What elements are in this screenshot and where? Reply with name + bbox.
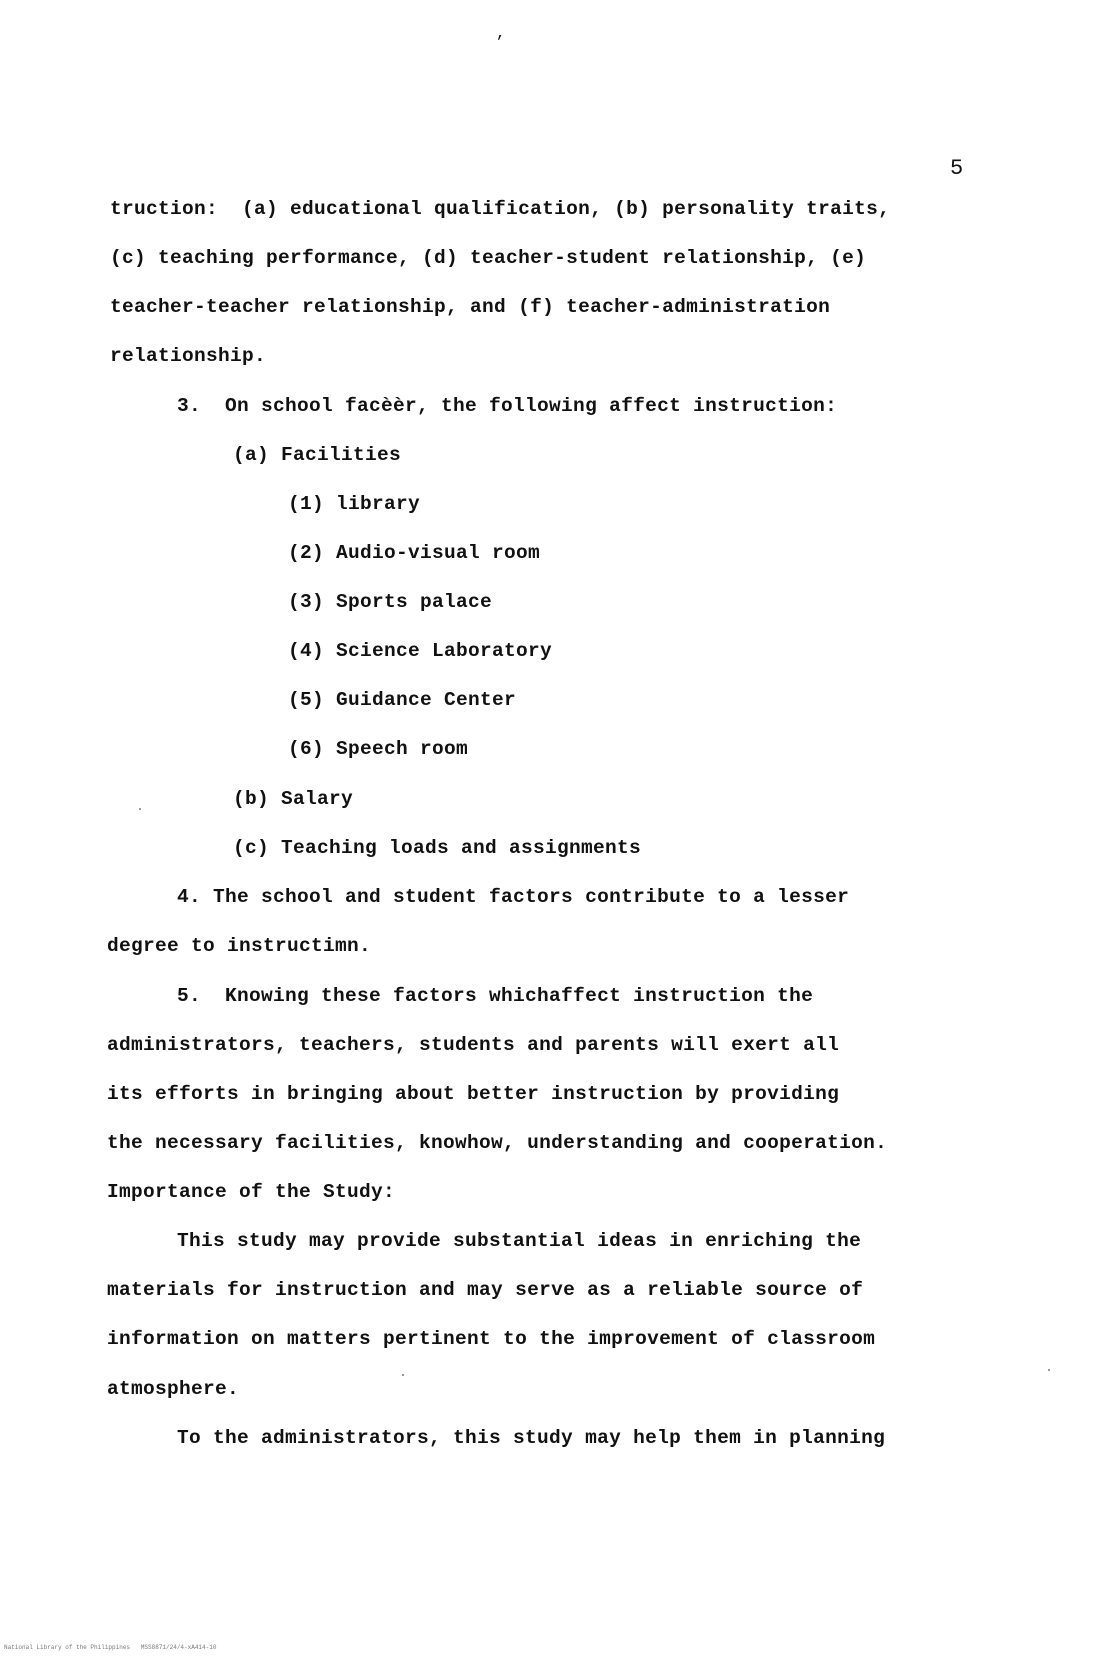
text-line: the necessary facilities, knowhow, understanding and cooperation.	[107, 1132, 888, 1154]
text-line: This study may provide substantial ideas in enriching the	[177, 1230, 862, 1252]
scan-speck	[402, 1374, 404, 1376]
list-item: (1) library	[288, 493, 421, 515]
list-item: (6) Speech room	[288, 738, 469, 760]
scan-speck	[139, 808, 141, 810]
text-line: relationship.	[110, 345, 267, 367]
text-line: teacher-teacher relationship, and (f) teacher-administration	[110, 296, 831, 318]
list-item: (2) Audio-visual room	[288, 542, 541, 564]
section-heading: Importance of the Study:	[107, 1181, 396, 1203]
text-line: its efforts in bringing about better instruction by providing	[107, 1083, 840, 1105]
list-item: (a) Facilities	[233, 444, 402, 466]
list-item: (3) Sports palace	[288, 591, 493, 613]
text-line: (c) teaching performance, (d) teacher-student relationship, (e)	[110, 247, 867, 269]
text-line: truction: (a) educational qualification, (b) personality traits,	[110, 198, 891, 220]
text-line: administrators, teachers, students and parents will exert all	[107, 1034, 840, 1056]
scan-speck	[1048, 1369, 1050, 1371]
list-item: (c) Teaching loads and assignments	[233, 837, 642, 859]
text-line: 5. Knowing these factors whichaffect instruction the	[177, 985, 814, 1007]
text-line: atmosphere.	[107, 1378, 240, 1400]
text-line: materials for instruction and may serve as a reliable source of	[107, 1279, 864, 1301]
text-line: 4. The school and student factors contribute to a lesser	[177, 886, 850, 908]
text-line: 3. On school facèèr, the following affect instruction:	[177, 395, 838, 417]
list-item: (5) Guidance Center	[288, 689, 517, 711]
list-item: (b) Salary	[233, 788, 354, 810]
archive-footer: National Library of the Philippines MSS8871/24/4-xA414-10	[4, 1644, 217, 1651]
text-line: information on matters pertinent to the improvement of classroom	[107, 1328, 876, 1350]
text-line: degree to instructimn.	[107, 935, 372, 957]
text-line: To the administrators, this study may help them in planning	[177, 1427, 886, 1449]
page-number: 5	[950, 156, 964, 181]
top-mark: ,	[496, 24, 506, 42]
list-item: (4) Science Laboratory	[288, 640, 553, 662]
